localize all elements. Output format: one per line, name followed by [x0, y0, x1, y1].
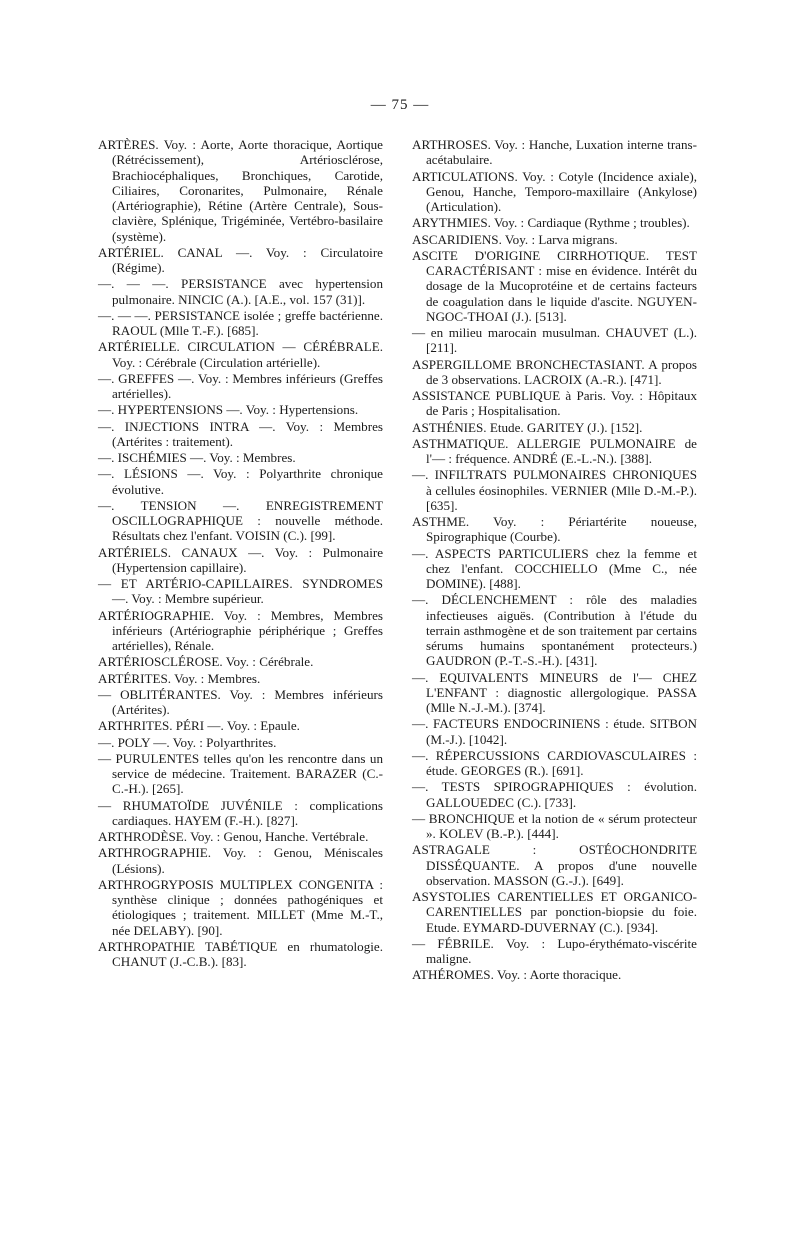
index-entry: ASYSTOLIES CARENTIELLES ET ORGANICO-CARENTIELLES par ponction-biopsie du foie. Etude. EYMARD-DUVERNAY (C.). [934].	[412, 889, 697, 935]
index-entry: ARTHRITES. PÉRI —. Voy. : Epaule.	[98, 718, 300, 734]
index-entry: ASCITE D'ORIGINE CIRRHOTIQUE. TEST CARACTÉRISANT : mise en évidence. Intérêt du dosage de la Mucoprotéine et de certains facteurs de coagulation dans le liquide d'ascite. NGUYEN-NGOC-THOAI (J.). [513].	[412, 247, 697, 324]
index-entry: ARTICULATIONS. Voy. : Cotyle (Incidence axiale), Genou, Hanche, Temporo-maxillaire (Ankylose) (Articulation).	[412, 168, 697, 214]
index-entry: — OBLITÉRANTES. Voy. : Membres inférieurs (Artérites).	[98, 686, 383, 717]
index-entry: ATHÉROMES. Voy. : Aorte thoracique.	[412, 967, 622, 983]
page-number: — 75 —	[370, 97, 430, 113]
index-entry: ASTHÉNIES. Etude. GARITEY (J.). [152].	[412, 419, 643, 435]
index-entry: —. ASPECTS PARTICULIERS chez la femme et chez l'enfant. COCCHIELLO (Mme C., née DOMINE). [488].	[412, 545, 697, 591]
index-entry: —. INJECTIONS INTRA —. Voy. : Membres (Artérites : traitement).	[98, 418, 383, 449]
index-entry: — FÉBRILE. Voy. : Lupo-érythémato-viscérite maligne.	[412, 935, 697, 966]
index-entry: ARTHROGRAPHIE. Voy. : Genou, Méniscales (Lésions).	[98, 845, 383, 876]
index-entry: —. EQUIVALENTS MINEURS de l'— CHEZ L'ENFANT : diagnostic allergologique. PASSA (Mlle N.-J.-M.). [374].	[412, 669, 697, 715]
index-entry: ARTÉRIOSCLÉROSE. Voy. : Cérébrale.	[98, 654, 314, 670]
index-entry: ARTHROSES. Voy. : Hanche, Luxation interne trans-acétabulaire.	[412, 137, 697, 168]
index-entry: — ET ARTÉRIO-CAPILLAIRES. SYNDROMES —. Voy. : Membre supérieur.	[98, 576, 383, 607]
index-entry: — RHUMATOÏDE JUVÉNILE : complications cardiaques. HAYEM (F.-H.). [827].	[98, 797, 383, 828]
index-entry: ARTÉRIOGRAPHIE. Voy. : Membres, Membres inférieurs (Artériographie périphérique ; Greffes artérielles), Rénale.	[98, 607, 383, 653]
index-entry: —. INFILTRATS PULMONAIRES CHRONIQUES à cellules éosinophiles. VERNIER (Mlle D.-M.-P.). [635].	[412, 467, 697, 513]
index-entry: — en milieu marocain musulman. CHAUVET (L.). [211].	[412, 325, 697, 356]
index-entry: ARYTHMIES. Voy. : Cardiaque (Rythme ; troubles).	[412, 215, 690, 231]
index-entry: ASTHME. Voy. : Périartérite noueuse, Spirographique (Courbe).	[412, 514, 697, 545]
index-entry: —. TENSION —. ENREGISTREMENT OSCILLOGRAPHIQUE : nouvelle méthode. Résultats chez l'enfant. VOISIN (C.). [99].	[98, 497, 383, 544]
index-entry: ASTRAGALE : OSTÉOCHONDRITE DISSÉQUANTE. A propos d'une nouvelle observation. MASSON (G.-J.). [649].	[412, 842, 697, 888]
index-entry: —. TESTS SPIROGRAPHIQUES : évolution. GALLOUEDEC (C.). [733].	[412, 779, 697, 810]
index-entry: —. LÉSIONS —. Voy. : Polyarthrite chronique évolutive.	[98, 466, 383, 497]
index-entry: ARTÈRES. Voy. : Aorte, Aorte thoracique, Aortique (Rétrécissement), Artériosclérose, Brachiocéphaliques, Bronchiques, Carotide, Ciliaires, Coronarites, Pulmonaire, Rénale (Artériographie), Rétine (Artère Centrale), Sous-clavière, Splénique, Trigéminée, Vertébro-basilaire (système).	[98, 137, 383, 244]
index-entry: —. DÉCLENCHEMENT : rôle des maladies infectieuses aiguës. (Contribution à l'étude du terrain asthmogène et de son traitement par certains sérums humains spontanément protecteurs.) GAUDRON (P.-T.-S.-H.). [431].	[412, 592, 697, 669]
index-entry: —. RÉPERCUSSIONS CARDIOVASCULAIRES : étude. GEORGES (R.). [691].	[412, 747, 697, 778]
index-entry: —. POLY —. Voy. : Polyarthrites.	[98, 734, 277, 750]
index-column-right	[412, 137, 697, 984]
index-entry: ARTHROPATHIE TABÉTIQUE en rhumatologie. CHANUT (J.-C.B.). [83].	[98, 938, 383, 969]
index-entry: ARTÉRIEL. CANAL —. Voy. : Circulatoire (Régime).	[98, 244, 383, 275]
index-entry: ARTÉRIELLE. CIRCULATION — CÉRÉBRALE. Voy. : Cérébrale (Circulation artérielle).	[98, 339, 383, 370]
index-entry: —. — —. PERSISTANCE isolée ; greffe bactérienne. RAOUL (Mlle T.-F.). [685].	[98, 307, 383, 338]
index-entry: —. — —. PERSISTANCE avec hypertension pulmonaire. NINCIC (A.). [A.E., vol. 157 (31)].	[98, 276, 383, 307]
index-entry: ASTHMATIQUE. ALLERGIE PULMONAIRE de l'— : fréquence. ANDRÉ (E.-L.-N.). [388].	[412, 435, 697, 466]
index-entry: ASCARIDIENS. Voy. : Larva migrans.	[412, 231, 618, 247]
index-entry: — PURULENTES telles qu'on les rencontre dans un service de médecine. Traitement. BARAZER (C.-C.-H.). [265].	[98, 750, 383, 797]
index-entry: ARTHROGRYPOSIS MULTIPLEX CONGENITA : synthèse clinique ; données pathogéniques et étiologiques ; traitement. MILLET (Mme M.-T., née DELABY). [90].	[98, 876, 383, 938]
index-entry: — BRONCHIQUE et la notion de « sérum protecteur ». KOLEV (B.-P.). [444].	[412, 810, 697, 841]
index-entry: ARTÉRITES. Voy. : Membres.	[98, 670, 261, 686]
index-entry: —. ISCHÉMIES —. Voy. : Membres.	[98, 450, 296, 465]
index-entry: —. FACTEURS ENDOCRINIENS : étude. SITBON (M.-J.). [1042].	[412, 716, 697, 747]
index-entry: ASPERGILLOME BRONCHECTASIANT. A propos de 3 observations. LACROIX (A.-R.). [471].	[412, 356, 697, 387]
index-entry: —. GREFFES —. Voy. : Membres inférieurs (Greffes artérielles).	[98, 370, 383, 401]
index-entry: ASSISTANCE PUBLIQUE à Paris. Voy. : Hôpitaux de Paris ; Hospitalisation.	[412, 388, 697, 419]
index-entry: —. HYPERTENSIONS —. Voy. : Hypertensions.	[98, 402, 359, 418]
index-entry: ARTÉRIELS. CANAUX —. Voy. : Pulmonaire (Hypertension capillaire).	[98, 544, 383, 575]
index-column-left	[98, 137, 383, 970]
index-entry: ARTHRODÈSE. Voy. : Genou, Hanche. Vertébrale.	[98, 829, 369, 844]
